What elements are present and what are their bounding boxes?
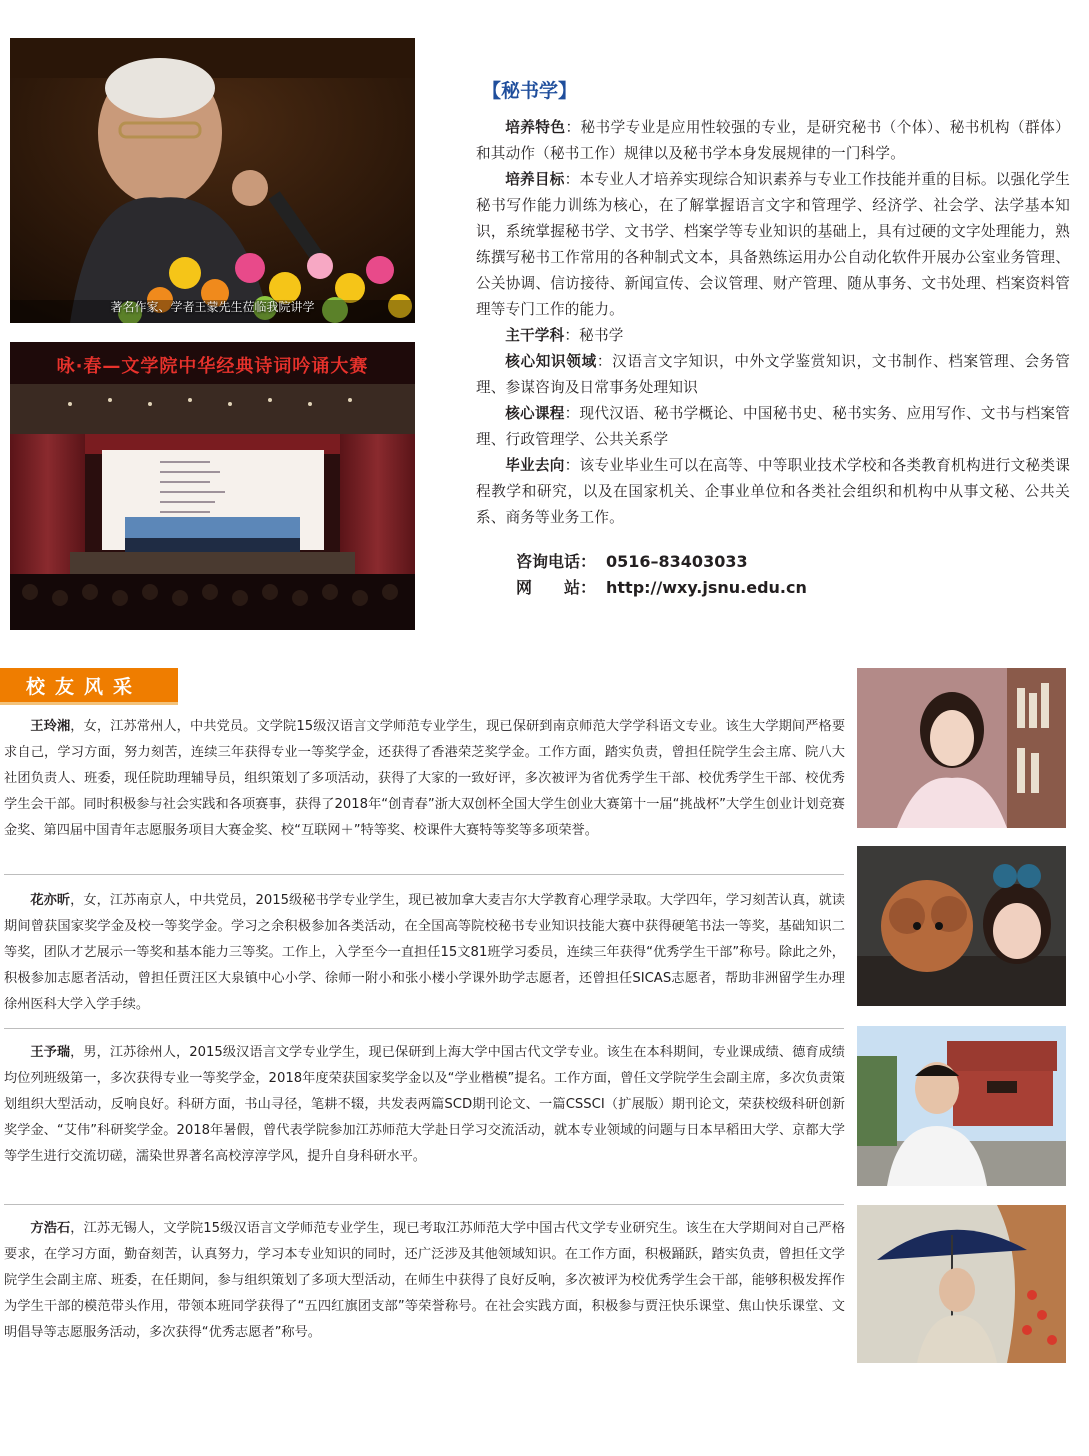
major-section: [476, 76, 1070, 601]
contest-photo: [10, 342, 415, 630]
label: 毕业去向: [505, 457, 565, 474]
text: ：该专业毕业生可以在高等、中等职业技术学校和各类教育机构进行文秘类课程教学和研究，以及在国家机关、企事业单位和各类社会组织和机构中从事文秘、公共关系、商务等业务工作。: [476, 457, 1070, 526]
divider: [4, 1204, 844, 1205]
alumni-photo: [857, 668, 1066, 828]
major-title: 【秘书学】: [482, 80, 578, 102]
contact-info: [516, 549, 1070, 601]
text: ：现代汉语、秘书学概论、中国秘书史、秘书实务、应用写作、文书与档案管理、行政管理学、公共关系学: [476, 405, 1070, 448]
text: ：汉语言文字知识，中外文学鉴赏知识，文书制作、档案管理、会务管理、参谋咨询及日常事务处理知识: [476, 353, 1070, 396]
text: ：本专业人才培养实现综合知识素养与专业工作技能并重的目标。以强化学生秘书写作能力训练为核心，在了解掌握语言文字和管理学、经济学、社会学、法学基本知识，系统掌握秘书学、文书学、档案学等专业知识的基础上，具有过硬的文字处理能力，熟练撰写秘书工作常用的各种制式文本，具备熟练运用办公自动化软件开展办公室业务管理、公关协调、信访接待、新闻宣传、会议管理、财产管理、随从事务、文书处理、档案资料管理等专门工作的能力。: [476, 171, 1070, 318]
major-paragraph-core-courses: [476, 401, 1070, 453]
alumni-item: [0, 714, 845, 844]
label: 培养特色: [505, 119, 566, 136]
label: 核心知识领域: [505, 353, 597, 370]
contest-photo-image: [10, 342, 415, 630]
alumni-name: 王玲湘: [30, 719, 71, 734]
alumni-bio: ，女，江苏常州人，中共党员。文学院15级汉语言文学师范专业学生，现已保研到南京师范大学学科语文专业。该生大学期间严格要求自己，学习方面，努力刻苦，连续三年获得专业一等奖学金，还获得了香港荣芝奖学金。工作方面，踏实负责，曾担任院学生会主席、院八大社团负责人、班委，现任院助理辅导员，组织策划了多项活动，获得了大家的一致好评，多次被评为省优秀学生干部、校优秀学生干部、校优秀学生会干部。同时积极参与社会实践和各项赛事，获得了2018年“创青春”浙大双创杯全国大学生创业大赛第十一届“挑战杯”大学生创业计划竞赛金奖、第四届中国青年志愿服务项目大赛金奖、校“互联网＋”特等奖、校课件大赛特等奖等多项荣誉。: [4, 719, 846, 838]
alumni-name: 花亦昕: [30, 893, 71, 908]
website-link[interactable]: http://wxy.jsnu.edu.cn: [606, 578, 807, 597]
alumni-bio: ，男，江苏徐州人，2015级汉语言文学专业学生，现已保研到上海大学中国古代文学专业。该生在本科期间，专业课成绩、德育成绩均位列班级第一，多次获得专业一等奖学金，2018年度荣获国家奖学金以及“学业楷模”提名。工作方面，曾任文学院学生会副主席，多次负责策划组织大型活动，反响良好。科研方面，书山寻径，笔耕不辍，共发表两篇SCD期刊论文、一篇CSSCI（扩展版）期刊论文，荣获校级科研创新奖学金、“艾伟”科研奖学金。2018年暑假，曾代表学院参加江苏师范大学赴日学习交流活动，就本专业领域的问题与日本早稻田大学、京都大学等学生进行交流切磋，濡染世界著名高校淳淳学风，提升自身科研水平。: [4, 1045, 845, 1164]
alumni-name: 方浩石: [30, 1221, 71, 1236]
alumni-photo: [857, 846, 1066, 1006]
portrait-image: [857, 846, 1066, 1006]
label: 核心课程: [505, 405, 565, 422]
alumni-title: 校友风采: [26, 675, 143, 698]
divider: [4, 874, 844, 875]
major-paragraph-career: [476, 453, 1070, 531]
portrait-image: [857, 668, 1066, 828]
alumni-banner: [0, 668, 178, 705]
alumni-name: 王予瑞: [30, 1045, 71, 1060]
website-label: 网 站：: [516, 578, 597, 597]
contest-banner-text: 咏·春—文学院中华经典诗词吟诵大赛: [56, 356, 369, 377]
major-paragraph-training-goal: [476, 167, 1070, 323]
portrait-image: [857, 1026, 1066, 1186]
contact-phone: [516, 549, 1070, 575]
alumni-photo: [857, 1205, 1066, 1363]
phone-label: 咨询电话：: [516, 552, 597, 571]
major-paragraph-training-feature: [476, 115, 1070, 167]
portrait-image: [857, 1205, 1066, 1363]
divider: [4, 1028, 844, 1029]
text: ：秘书学专业是应用性较强的专业，是研究秘书（个体）、秘书机构（群体）和其动作（秘书工作）规律以及秘书学本身发展规律的一门科学。: [476, 119, 1070, 162]
alumni-photo: [857, 1026, 1066, 1186]
lecture-photo: [10, 38, 415, 323]
contact-website: [516, 575, 1070, 601]
alumni-item: [0, 888, 845, 1018]
alumni-bio: ，江苏无锡人，文学院15级汉语言文学师范专业学生，现已考取江苏师范大学中国古代文学专业研究生。该生在大学期间对自己严格要求，在学习方面，勤奋刻苦，认真努力，学习本专业知识的同时，还广泛涉及其他领域知识。在工作方面，积极踊跃，踏实负责，曾担任文学院学生会副主席、班委，在任期间，参与组织策划了多项大型活动，在师生中获得了良好反响，多次被评为校优秀学生会干部，能够积极发挥作为学生干部的模范带头作用，带领本班同学获得了“五四红旗团支部”等荣誉称号。在社会实践方面，积极参与贾汪快乐课堂、焦山快乐课堂、文明倡导等志愿服务活动，多次获得“优秀志愿者”称号。: [4, 1221, 846, 1340]
lecture-photo-image: [10, 38, 415, 323]
alumni-bio: ，女，江苏南京人，中共党员，2015级秘书学专业学生，现已被加拿大麦吉尔大学教育心理学录取。大学四年，学习刻苦认真，就读期间曾获国家奖学金及校一等奖学金。学习之余积极参加各类活动，在全国高等院校秘书专业知识技能大赛中获得硬笔书法一等奖，基础知识二等奖，团队才艺展示一等奖和基本能力三等奖。工作上，入学至今一直担任15文81班学习委员，连续三年获得“优秀学生干部”称号。除此之外，积极参加志愿者活动，曾担任贾汪区大泉镇中心小学、徐师一附小和张小楼小学课外助学志愿者，还曾担任SICAS志愿者，帮助非洲留学生办理徐州医科大学入学手续。: [4, 893, 845, 1012]
major-paragraph-core-knowledge: [476, 349, 1070, 401]
phone-number: 0516–83403033: [606, 552, 748, 571]
lecture-caption: 著名作家、学者王蒙先生莅临我院讲学: [110, 300, 315, 314]
alumni-item: [0, 1040, 845, 1170]
major-paragraph-main-discipline: [476, 323, 1070, 349]
text: ：秘书学: [564, 327, 624, 344]
label: 培养目标: [505, 171, 565, 188]
alumni-item: [0, 1216, 845, 1346]
label: 主干学科: [505, 327, 565, 344]
